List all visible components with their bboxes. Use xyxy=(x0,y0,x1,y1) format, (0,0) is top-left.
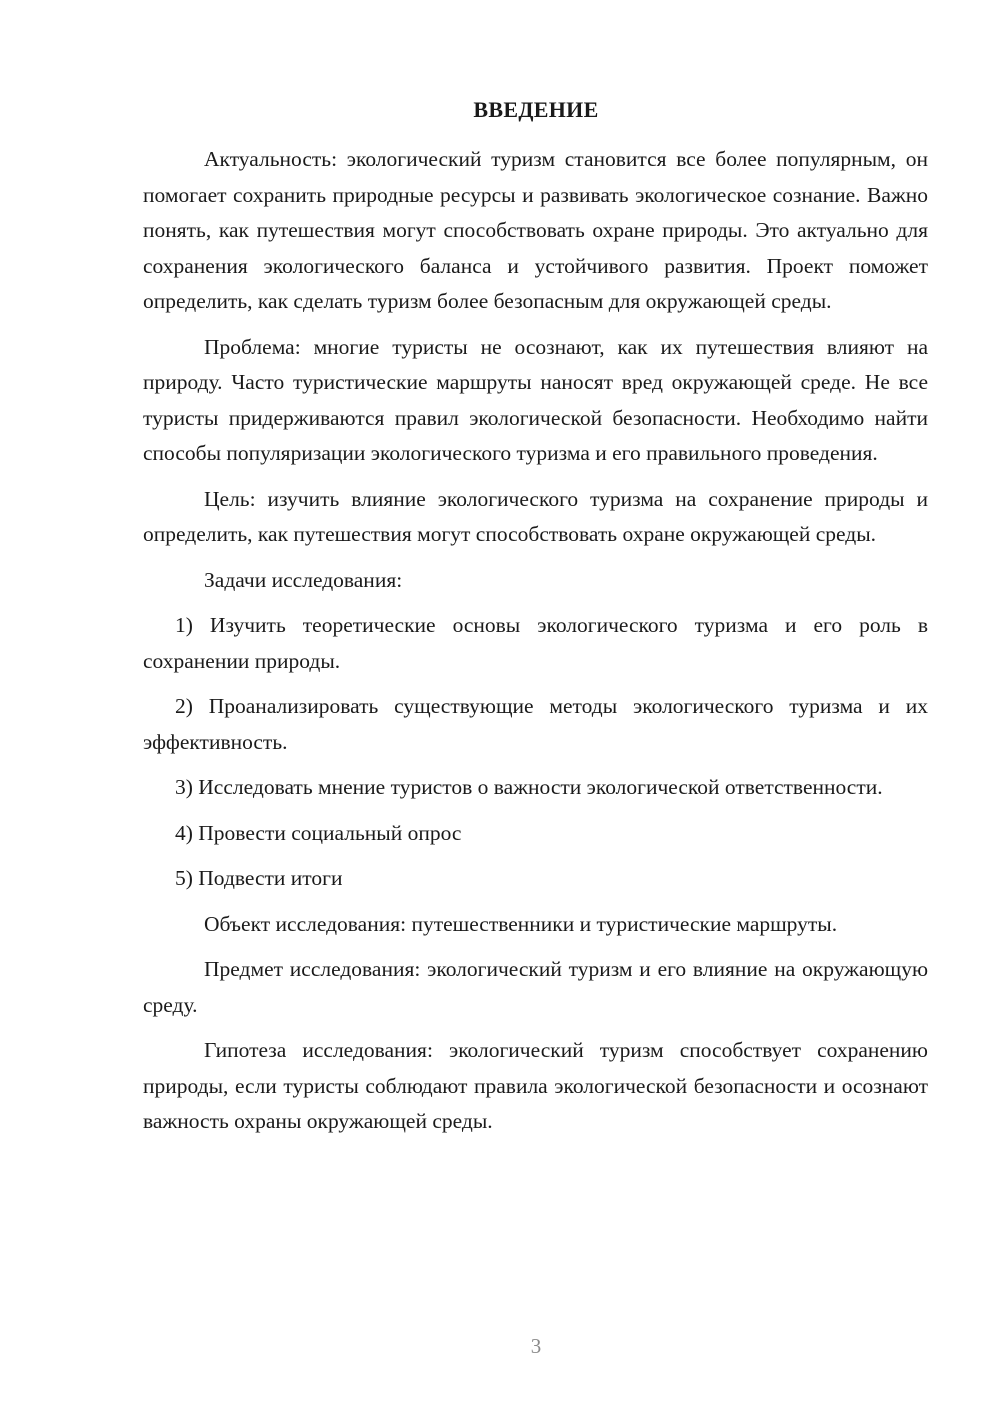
subject-paragraph: Предмет исследования: экологический туризм и его влияние на окружающую среду. xyxy=(143,957,928,1017)
tasks-heading: Задачи исследования: xyxy=(204,567,403,592)
page-number: 3 xyxy=(530,1334,542,1358)
relevance-paragraph: Актуальность: экологический туризм становится все более популярным, он помогает сохранить природные ресурсы и развивать экологическое сознание. Важно понять, как путешествия могут способствовать охране природы. Это актуально для сохранения экологического баланса и устойчивого развития. Проект поможет определить, как сделать туризм более безопасным для окружающей среды. xyxy=(143,147,928,313)
hypothesis-paragraph: Гипотеза исследования: экологический туризм способствует сохранению природы, если туристы соблюдают правила экологической безопасности и осознают важность охраны окружающей среды. xyxy=(143,1038,928,1133)
list-item: 5) Подвести итоги xyxy=(175,866,343,890)
list-item: 1) Изучить теоретические основы экологического туризма и его роль в сохранении природы. xyxy=(143,613,928,673)
list-item: 3) Исследовать мнение туристов о важности экологической ответственности. xyxy=(175,775,883,799)
list-item: 4) Провести социальный опрос xyxy=(175,820,462,845)
list-item: 2) Проанализировать существующие методы экологического туризма и их эффективность. xyxy=(143,694,928,754)
page-title: ВВЕДЕНИЕ xyxy=(473,97,599,122)
object-paragraph: Объект исследования: путешественники и туристические маршруты. xyxy=(204,911,838,936)
problem-paragraph: Проблема: многие туристы не осознают, как их путешествия влияют на природу. Часто туристические маршруты наносят вред окружающей среде. Не все туристы придерживаются правил экологической безопасности. Необходимо найти способы популяризации экологического туризма и его правильного проведения. xyxy=(143,334,928,465)
tasks-list xyxy=(143,608,928,897)
document-body xyxy=(143,142,928,1150)
goal-paragraph: Цель: изучить влияние экологического туризма на сохранение природы и определить, как путешествия могут способствовать охране окружающей среды. xyxy=(143,486,928,546)
